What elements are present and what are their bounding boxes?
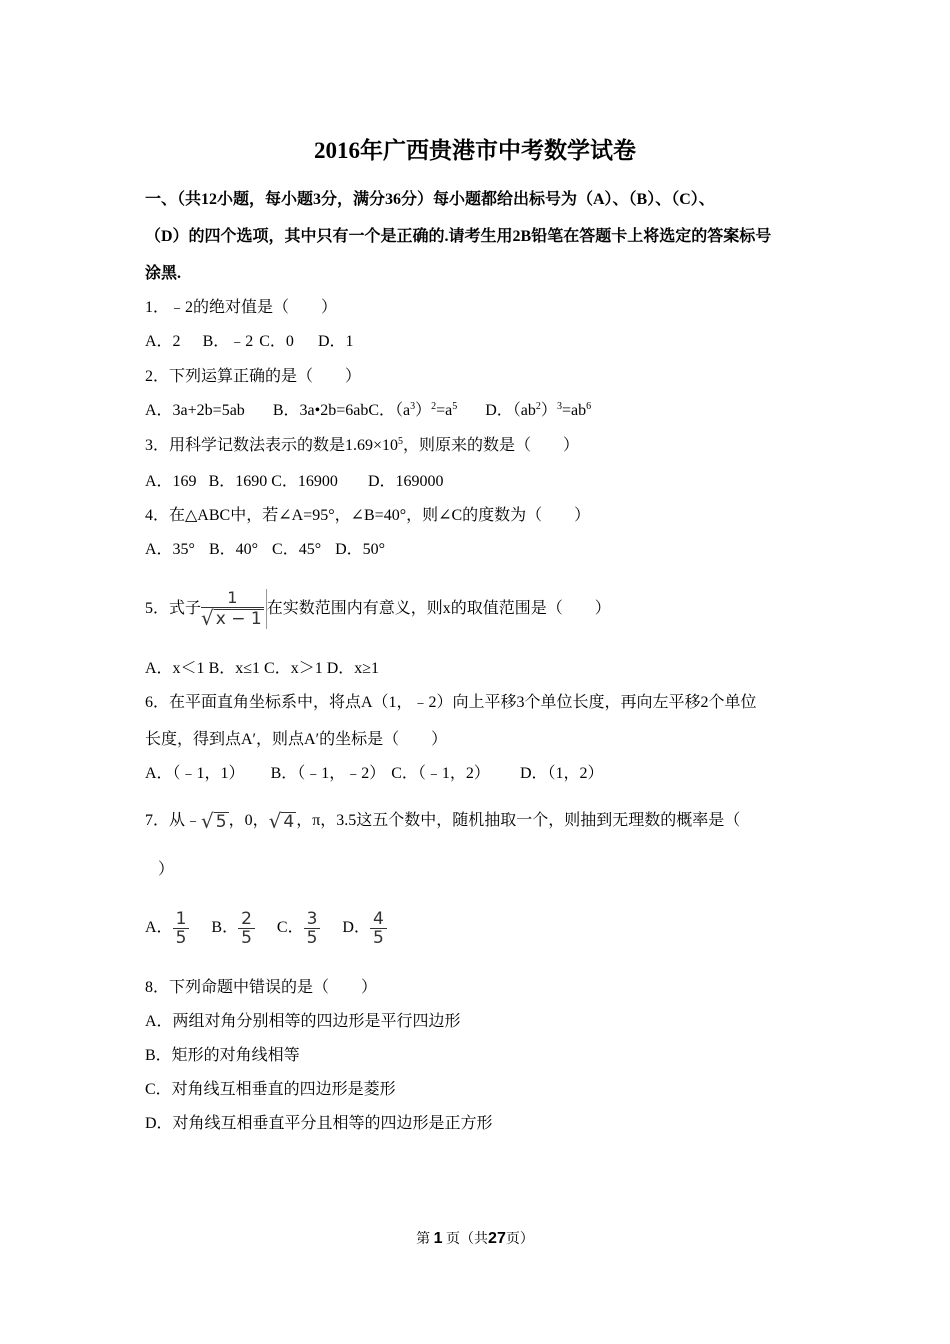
question-7-stem-line2: ） (158, 861, 175, 878)
q1-option-c: C．0 (259, 333, 294, 350)
q5-fraction-expression (201, 589, 267, 629)
question-6-options (145, 764, 604, 784)
question-2-stem: 2．下列运算正确的是（ ） (145, 368, 362, 385)
q8-option-b: B．矩形的对角线相等 (145, 1047, 300, 1064)
q1-option-d: D．1 (317, 333, 354, 350)
q1-option-a: A．2 (145, 333, 181, 350)
q8-option-c: C．对角线互相垂直的四边形是菱形 (145, 1081, 396, 1098)
q7-option-a: A． $\frac{1}{5}$ (145, 906, 189, 950)
question-5-stem: 5．式子 1 √ x − 1 在实数范围内有意义，则x的取值范围是（ ） (145, 588, 611, 630)
q5-option-c: C．x＞1 (264, 660, 323, 677)
question-5-options (145, 659, 379, 679)
question-6-stem-line1: 6．在平面直角坐标系中，将点A（1，﹣2）向上平移3个单位长度，再向左平移2个单位 (145, 694, 757, 711)
page-total: 27 (488, 1230, 506, 1247)
q5-sqrt (201, 608, 264, 628)
q2-option-d: D．$(ab^2)^3=ab^6$ (485, 401, 592, 419)
q7-sqrt-4: √ 4 (268, 809, 295, 833)
question-1-options (145, 332, 354, 352)
question-7-stem: 7．从﹣ √ 5 ，0， √ 4 ，π，3.5这五个数中，随机抽取一个，则抽到无理数的概率是（ (145, 809, 741, 833)
section-instructions-line3: 涂黑. (145, 265, 182, 282)
q5-fraction-denominator: x − 1 (215, 609, 262, 629)
q7-option-b: B． $\frac{2}{5}$ (211, 906, 255, 950)
section-instructions-line2: （D）的四个选项，其中只有一个是正确的.请考生用2B铅笔在答题卡上将选定的答案标号 (145, 228, 772, 245)
question-1-stem: 1．﹣2的绝对值是（ ） (145, 299, 338, 316)
q7-option-d: D． $\frac{4}{5}$ (342, 906, 386, 950)
q6-option-d: D．（1，2） (519, 765, 604, 782)
q2-option-c: C．$(a^3)^2=a^5$ (368, 401, 458, 419)
question-3-stem: 3．用科学记数法表示的数是$1.69\times 10^5$，则原来的数是（ ） (145, 436, 580, 454)
sqrt-icon: √ (268, 809, 282, 833)
question-8-stem: 8．下列命题中错误的是（ ） (145, 979, 378, 996)
q2-option-a: A．3a+2b=5ab (145, 402, 245, 419)
sqrt-icon: √ (201, 809, 214, 833)
q4-option-d: D．50° (335, 541, 386, 558)
q5-option-d: D．x≥1 (326, 660, 380, 677)
q8-option-d: D．对角线互相垂直平分且相等的四边形是正方形 (145, 1115, 493, 1132)
q5-option-b: B．x≤1 (208, 660, 261, 677)
q3-option-b: B．1690 (208, 473, 268, 490)
sqrt-icon: √ (201, 606, 214, 630)
question-4-stem: 4．在△ABC中，若∠A=95°，∠B=40°，则∠C的度数为（ ） (145, 507, 591, 524)
section-instructions-line1: 一、（共12小题，每小题3分，满分36分）每小题都给出标号为（A）、（B）、（C）、 (145, 191, 715, 208)
page-footer: 第 1 页（共27页） (416, 1230, 534, 1247)
question-6-stem-line2: 长度，得到点A′，则点A′的坐标是（ ） (145, 731, 448, 748)
q4-option-a: A．35° (145, 541, 195, 558)
q7-option-c: C． $\frac{3}{5}$ (277, 906, 321, 950)
q5-fraction-numerator: 1 (227, 588, 238, 607)
page-number: 1 (433, 1230, 443, 1247)
question-7-options (145, 906, 387, 950)
q4-option-b: B．40° (208, 541, 259, 558)
question-3-options (145, 472, 444, 492)
q3-option-a: A．169 (145, 473, 197, 490)
q7-sqrt-5: √ 5 (201, 809, 227, 833)
q1-option-b: B．﹣2 (202, 333, 254, 350)
question-2-options (145, 401, 591, 421)
page-title: 2016年广西贵港市中考数学试卷 (314, 138, 636, 163)
q6-option-a: A．（﹣1，1） (145, 765, 245, 782)
q6-option-b: B．（﹣1，﹣2） (270, 765, 386, 782)
q3-option-c: C．16900 (271, 473, 338, 490)
q3-option-d: D．169000 (367, 473, 444, 490)
q4-option-c: C．45° (272, 541, 322, 558)
question-4-options (145, 540, 385, 560)
q6-option-c: C．（﹣1，2） (391, 765, 490, 782)
q2-option-b: B．3a•2b=6ab (272, 402, 369, 419)
q8-option-a: A．两组对角分别相等的四边形是平行四边形 (145, 1013, 461, 1030)
q5-option-a: A．x＜1 (145, 660, 205, 677)
